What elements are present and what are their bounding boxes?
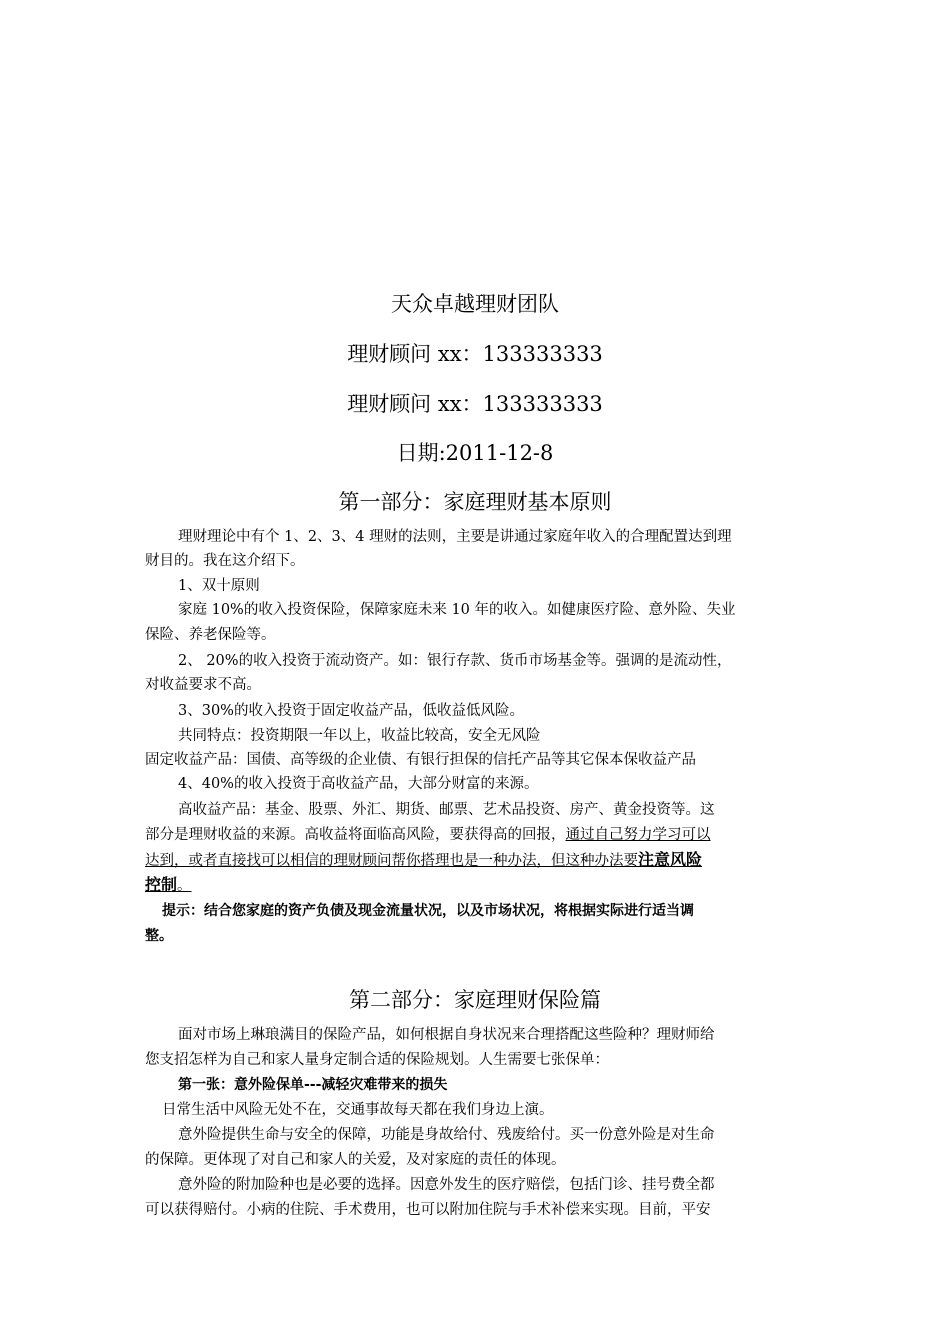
- risk-control-emphasis-2: 控制: [145, 875, 178, 894]
- part1-intro-line1: 理财理论中有个 1、2、3、4 理财的法则，主要是讲通过家庭年收入的合理配置达到理: [178, 529, 732, 545]
- part1-intro-line2: 财目的。我在这介绍下。: [145, 553, 305, 569]
- part2-heading: 第二部分：家庭理财保险篇: [349, 988, 601, 1012]
- policy1-para1: 日常生活中风险无处不在，交通事故每天都在我们身边上演。: [162, 1102, 554, 1118]
- document-date: 日期:2011-12-8: [396, 441, 554, 465]
- tip-line2: 整。: [145, 928, 173, 944]
- policy1-para2-line1: 意外险提供生命与安全的保障，功能是身故给付、残废给付。买一份意外险是对生命: [178, 1127, 715, 1143]
- high-yield-line4: [145, 875, 192, 896]
- rule2-line1: 2、 20%的收入投资于流动资产。如：银行存款、货币市场基金等。强调的是流动性，: [178, 653, 732, 669]
- high-yield-line2-text: 部分是理财收益的来源。高收益将面临高风险，要获得高的回报，: [145, 827, 566, 843]
- policy1-para2-line2: 的保障。更体现了对自己和家人的关爱，及对家庭的责任的体现。: [145, 1152, 566, 1168]
- common-feature-line: 共同特点：投资期限一年以上，收益比较高，安全无风险: [178, 728, 541, 744]
- rule4-line: 4、40%的收入投资于高收益产品，大部分财富的来源。: [178, 776, 539, 792]
- policy1-para3-line2: 可以获得赔付。小病的住院、手术费用，也可以附加住院与手术补偿来实现。目前，平安: [145, 1202, 711, 1218]
- rule1-line2: 保险、养老保险等。: [145, 627, 276, 643]
- part2-intro-line2: 您支招怎样为自己和家人量身定制合适的保险规划。人生需要七张保单：: [145, 1052, 609, 1068]
- high-yield-line2: [145, 825, 711, 845]
- high-yield-line2-underlined: 通过自己努力学习可以: [565, 827, 711, 843]
- high-yield-line1: 高收益产品：基金、股票、外汇、期货、邮票、艺术品投资、房产、黄金投资等。这: [178, 802, 715, 818]
- policy1-title: 第一张：意外险保单---减轻灾难带来的损失: [178, 1077, 448, 1093]
- high-yield-line3: [145, 850, 702, 871]
- rule1-line1: 家庭 10%的收入投资保险，保障家庭未来 10 年的收入。如健康医疗险、意外险、失业: [178, 602, 736, 618]
- high-yield-line4-end: 。: [177, 878, 192, 894]
- advisor-contact-1: 理财顾问 xx：133333333: [347, 342, 603, 366]
- advisor-contact-2: 理财顾问 xx：133333333: [347, 392, 603, 416]
- high-yield-line3-underlined: 达到，或者直接找可以相信的理财顾问帮你搭理也是一种办法，但这种办法要: [145, 853, 638, 869]
- fixed-income-line: 固定收益产品：国债、高等级的企业债、有银行担保的信托产品等其它保本保收益产品: [145, 752, 696, 768]
- policy1-para3-line1: 意外险的附加险种也是必要的选择。因意外发生的医疗赔偿，包括门诊、挂号费全都: [178, 1177, 715, 1193]
- tip-line1: 提示：结合您家庭的资产负债及现金流量状况，以及市场状况，将根据实际进行适当调: [162, 903, 694, 919]
- part1-heading: 第一部分：家庭理财基本原则: [338, 490, 612, 514]
- rule1-title: 1、双十原则: [178, 578, 260, 594]
- part2-intro-line1: 面对市场上琳琅满目的保险产品，如何根据自身状况来合理搭配这些险种？理财师给: [178, 1027, 715, 1043]
- rule3-line: 3、30%的收入投资于固定收益产品，低收益低风险。: [178, 703, 524, 719]
- team-name: 天众卓越理财团队: [391, 292, 559, 316]
- risk-control-emphasis-1: 注意风险: [638, 850, 703, 869]
- rule2-line2: 对收益要求不高。: [145, 677, 261, 693]
